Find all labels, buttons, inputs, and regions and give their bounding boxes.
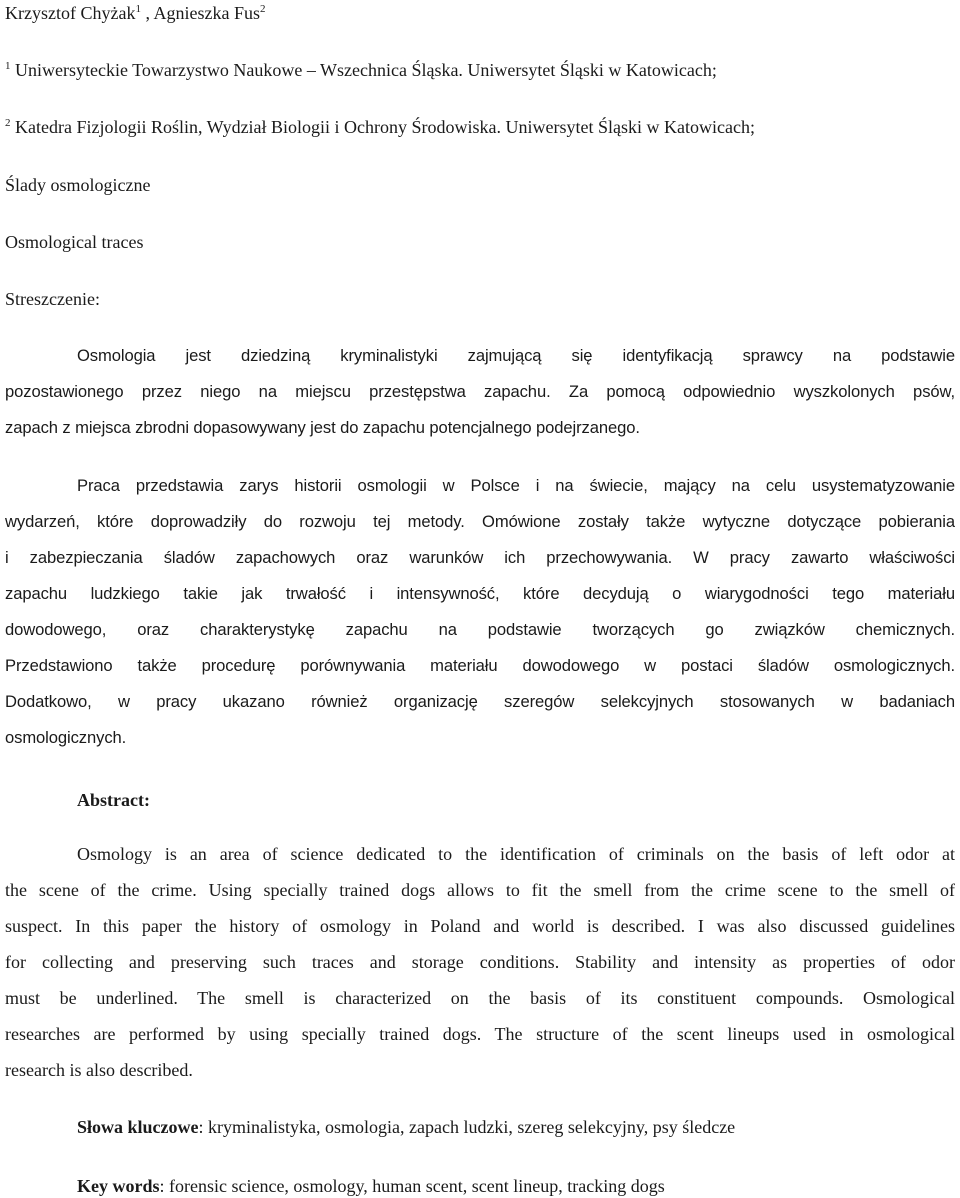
paragraph-line: Dodatkowo, w pracy ukazano również organizację szeregów selekcyjnych stosowanych w badaniach (5, 692, 955, 711)
paragraph-line: Osmologia jest dziedziną kryminalistyki zajmującą się identyfikacją sprawcy na podstawie (77, 346, 955, 365)
author-2: Agnieszka Fus (153, 3, 260, 23)
keywords-polish-label: Słowa kluczowe (77, 1117, 199, 1137)
paragraph-line: dowodowego, oraz charakterystykę zapachu na podstawie tworzących go związków chemicznych. (5, 620, 955, 639)
paragraph-line: researches are performed by using specially trained dogs. The structure of the scent lineups used in osmological (5, 1024, 955, 1044)
affiliation-1-text: Uniwersyteckie Towarzystwo Naukowe – Wszechnica Śląska. Uniwersytet Śląski w Katowicach; (10, 60, 717, 80)
paragraph-line: zapachu ludzkiego takie jak trwałość i intensywność, które decydują o wiarygodności tego materiału (5, 584, 955, 603)
paragraph-line: wydarzeń, które doprowadziły do rozwoju tej metody. Omówione zostały także wytyczne dotyczące pobierania (5, 512, 955, 531)
author-1-affiliation-mark: 1 (135, 3, 141, 15)
title-polish: Ślady osmologiczne (5, 175, 151, 195)
author-separator: , (140, 3, 154, 23)
title-english: Osmological traces (5, 232, 144, 252)
abstract-paragraph (5, 836, 955, 1088)
affiliation-2-text: Katedra Fizjologii Roślin, Wydział Biologii i Ochrony Środowiska. Uniwersytet Śląski w Katowicach; (10, 117, 755, 137)
paragraph-line: suspect. In this paper the history of osmology in Poland and world is described. I was also discussed guidelines (5, 916, 955, 936)
affiliation-2-mark: 2 (5, 117, 11, 129)
abstract-heading: Abstract: (77, 790, 150, 810)
paragraph-line: pozostawionego przez niego na miejscu przestępstwa zapachu. Za pomocą odpowiednio wyszkolonych psów, (5, 382, 955, 401)
keywords-polish-text: : kryminalistyka, osmologia, zapach ludzki, szereg selekcyjny, psy śledcze (198, 1117, 736, 1137)
paragraph-line: research is also described. (5, 1060, 193, 1080)
streszczenie-paragraph-1 (5, 338, 955, 446)
affiliation-1 (5, 59, 717, 81)
streszczenie-heading: Streszczenie: (5, 289, 100, 309)
paragraph-line: Praca przedstawia zarys historii osmologii w Polsce i na świecie, mający na celu usystematyzowanie (77, 476, 955, 495)
keywords-english-text: : forensic science, osmology, human scent, scent lineup, tracking dogs (159, 1176, 665, 1196)
affiliation-2 (5, 116, 755, 138)
authors-line (5, 2, 265, 24)
affiliation-1-mark: 1 (5, 60, 11, 72)
author-2-affiliation-mark: 2 (259, 3, 266, 15)
author-1: Krzysztof Chyżak (5, 3, 136, 23)
keywords-english (77, 1175, 665, 1197)
paragraph-line: Przedstawiono także procedurę porównywania materiału dowodowego w postaci śladów osmologicznych. (5, 656, 955, 675)
paragraph-line: must be underlined. The smell is characterized on the basis of its constituent compounds. Osmological (5, 988, 955, 1008)
keywords-polish (77, 1116, 735, 1138)
paragraph-line: osmologicznych. (5, 728, 127, 747)
paragraph-line: i zabezpieczania śladów zapachowych oraz warunków ich przechowywania. W pracy zawarto właściwości (5, 548, 955, 567)
paragraph-line: zapach z miejsca zbrodni dopasowywany jest do zapachu potencjalnego podejrzanego. (5, 418, 640, 437)
keywords-english-label: Key words (77, 1176, 160, 1196)
streszczenie-paragraph-2 (5, 468, 955, 756)
paragraph-line: for collecting and preserving such traces and storage conditions. Stability and intensity as properties of odor (5, 952, 955, 972)
paragraph-line: the scene of the crime. Using specially trained dogs allows to fit the smell from the crime scene to the smell of (5, 880, 955, 900)
paragraph-line: Osmology is an area of science dedicated to the identification of criminals on the basis of left odor at (77, 844, 955, 864)
